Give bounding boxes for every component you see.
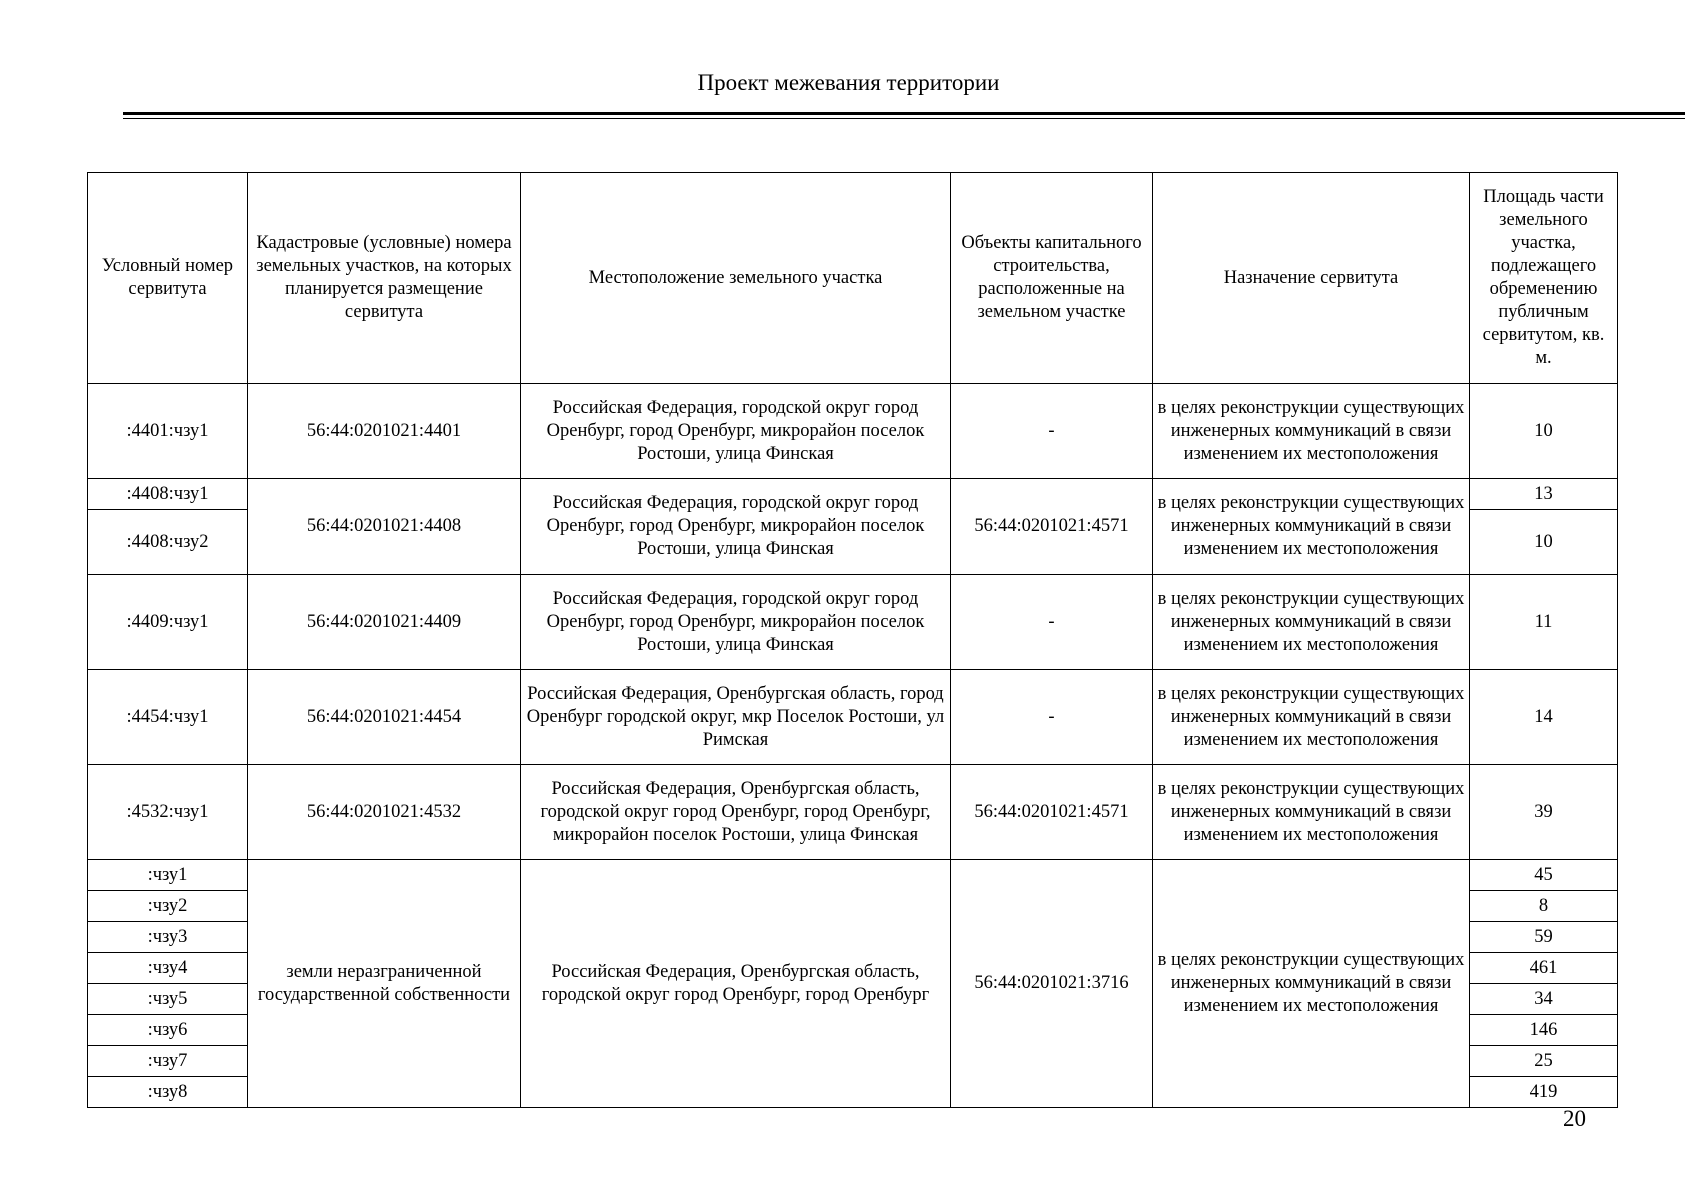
cell-area: 10 bbox=[1470, 384, 1618, 479]
cell-location: Российская Федерация, городской округ город Оренбург, город Оренбург, микрорайон поселок Ростоши, улица Финская bbox=[521, 575, 951, 670]
table-row bbox=[88, 384, 1618, 479]
cell-area: 11 bbox=[1470, 575, 1618, 670]
cell-objects: 56:44:0201021:3716 bbox=[951, 860, 1153, 1108]
cell-purpose: в целях реконструкции существующих инженерных коммуникаций в связи изменением их местоположения bbox=[1153, 670, 1470, 765]
cell-number: :чзу7 bbox=[88, 1046, 248, 1077]
table-header-row bbox=[88, 173, 1618, 384]
col-header-purpose: Назначение сервитута bbox=[1153, 173, 1470, 384]
cell-objects: - bbox=[951, 670, 1153, 765]
cell-cadastral: 56:44:0201021:4454 bbox=[248, 670, 521, 765]
cell-number: :чзу2 bbox=[88, 891, 248, 922]
cell-cadastral: земли неразграниченной государственной собственности bbox=[248, 860, 521, 1108]
col-header-area: Площадь части земельного участка, подлежащего обременению публичным сервитутом, кв. м. bbox=[1470, 173, 1618, 384]
cell-number: :чзу8 bbox=[88, 1077, 248, 1108]
header-rule-thick bbox=[123, 112, 1685, 115]
header-rule-thin bbox=[123, 118, 1685, 119]
cell-objects: 56:44:0201021:4571 bbox=[951, 479, 1153, 575]
cell-purpose: в целях реконструкции существующих инженерных коммуникаций в связи изменением их местоположения bbox=[1153, 860, 1470, 1108]
col-header-number: Условный номер сервитута bbox=[88, 173, 248, 384]
cell-location: Российская Федерация, Оренбургская область, городской округ город Оренбург, город Оренбург bbox=[521, 860, 951, 1108]
cell-area: 59 bbox=[1470, 922, 1618, 953]
cell-location: Российская Федерация, городской округ город Оренбург, город Оренбург, микрорайон поселок Ростоши, улица Финская bbox=[521, 479, 951, 575]
cell-number: :чзу3 bbox=[88, 922, 248, 953]
table-row bbox=[88, 479, 1618, 510]
cell-number: :чзу1 bbox=[88, 860, 248, 891]
cell-purpose: в целях реконструкции существующих инженерных коммуникаций в связи изменением их местоположения bbox=[1153, 479, 1470, 575]
cell-location: Российская Федерация, городской округ город Оренбург, город Оренбург, микрорайон поселок Ростоши, улица Финская bbox=[521, 384, 951, 479]
table-row bbox=[88, 670, 1618, 765]
cell-area: 34 bbox=[1470, 984, 1618, 1015]
cell-number: :чзу4 bbox=[88, 953, 248, 984]
cell-number: :4409:чзу1 bbox=[88, 575, 248, 670]
cell-cadastral: 56:44:0201021:4408 bbox=[248, 479, 521, 575]
cell-number: :чзу5 bbox=[88, 984, 248, 1015]
cell-area: 419 bbox=[1470, 1077, 1618, 1108]
cell-purpose: в целях реконструкции существующих инженерных коммуникаций в связи изменением их местоположения bbox=[1153, 384, 1470, 479]
cell-number: :4408:чзу1 bbox=[88, 479, 248, 510]
document-header-title: Проект межевания территории bbox=[697, 70, 1000, 95]
cell-number: :4454:чзу1 bbox=[88, 670, 248, 765]
servitude-table bbox=[87, 172, 1618, 1108]
cell-area: 25 bbox=[1470, 1046, 1618, 1077]
page-number: 20 bbox=[1563, 1106, 1586, 1131]
cell-area: 39 bbox=[1470, 765, 1618, 860]
table-row bbox=[88, 575, 1618, 670]
cell-purpose: в целях реконструкции существующих инженерных коммуникаций в связи изменением их местоположения bbox=[1153, 575, 1470, 670]
cell-number: :4401:чзу1 bbox=[88, 384, 248, 479]
cell-cadastral: 56:44:0201021:4401 bbox=[248, 384, 521, 479]
cell-area: 10 bbox=[1470, 510, 1618, 575]
cell-area: 8 bbox=[1470, 891, 1618, 922]
cell-objects: - bbox=[951, 384, 1153, 479]
cell-number: :чзу6 bbox=[88, 1015, 248, 1046]
table-row bbox=[88, 765, 1618, 860]
cell-purpose: в целях реконструкции существующих инженерных коммуникаций в связи изменением их местоположения bbox=[1153, 765, 1470, 860]
cell-location: Российская Федерация, Оренбургская область, город Оренбург городской округ, мкр Поселок Ростоши, ул Римская bbox=[521, 670, 951, 765]
col-header-cadastral: Кадастровые (условные) номера земельных участков, на которых планируется размещение сервитута bbox=[248, 173, 521, 384]
cell-area: 14 bbox=[1470, 670, 1618, 765]
col-header-objects: Объекты капитального строительства, расположенные на земельном участке bbox=[951, 173, 1153, 384]
col-header-location: Местоположение земельного участка bbox=[521, 173, 951, 384]
cell-location: Российская Федерация, Оренбургская область, городской округ город Оренбург, город Оренбург, микрорайон поселок Ростоши, улица Финская bbox=[521, 765, 951, 860]
cell-objects: - bbox=[951, 575, 1153, 670]
cell-cadastral: 56:44:0201021:4532 bbox=[248, 765, 521, 860]
cell-cadastral: 56:44:0201021:4409 bbox=[248, 575, 521, 670]
table-row bbox=[88, 860, 1618, 891]
cell-area: 45 bbox=[1470, 860, 1618, 891]
cell-number: :4408:чзу2 bbox=[88, 510, 248, 575]
cell-objects: 56:44:0201021:4571 bbox=[951, 765, 1153, 860]
cell-number: :4532:чзу1 bbox=[88, 765, 248, 860]
cell-area: 13 bbox=[1470, 479, 1618, 510]
cell-area: 146 bbox=[1470, 1015, 1618, 1046]
cell-area: 461 bbox=[1470, 953, 1618, 984]
